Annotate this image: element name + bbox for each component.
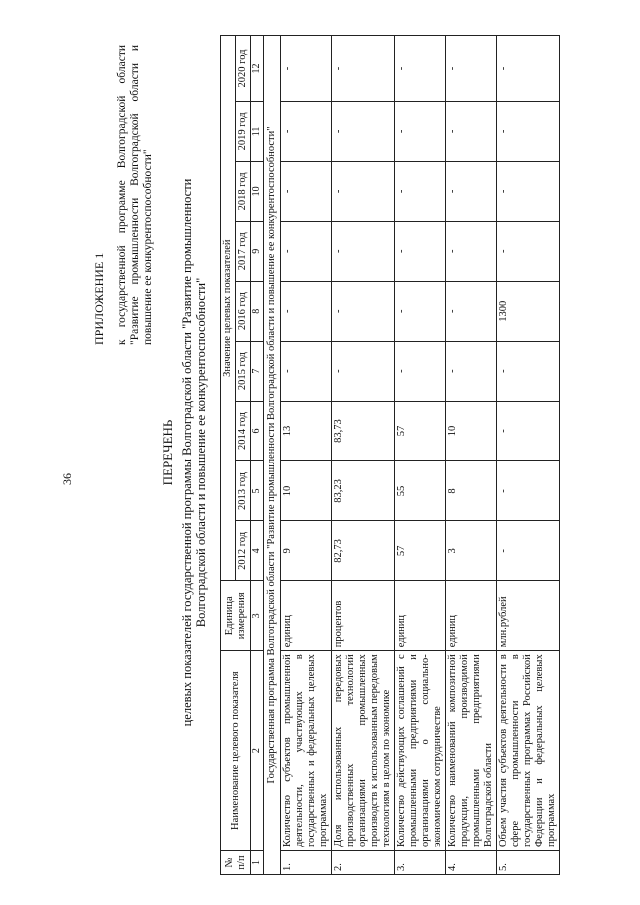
table-row [281, 36, 332, 875]
indicator-value: - [497, 36, 560, 102]
column-number: 11 [251, 101, 264, 161]
indicator-value: - [446, 101, 497, 161]
program-row [264, 36, 281, 875]
indicator-value: - [395, 341, 446, 401]
indicator-value: 8 [446, 461, 497, 521]
indicator-value: - [446, 36, 497, 102]
indicator-value: 1300 [497, 281, 560, 341]
list-title: ПЕРЕЧЕНЬ [160, 419, 175, 486]
header-year: 2018 год [236, 161, 251, 221]
indicator-value: 13 [281, 401, 332, 461]
indicator-value: - [281, 281, 332, 341]
row-number: 3. [395, 851, 446, 875]
indicator-name: Доля использованных передовых производственных технологий организациями промышленных производств к использованным передовым технологиям в целом по экономике [332, 651, 395, 851]
indicator-value: - [281, 341, 332, 401]
indicator-value: - [332, 161, 395, 221]
indicator-value: - [332, 101, 395, 161]
header-unit: Единица измерения [221, 581, 251, 651]
column-number: 4 [251, 521, 264, 581]
indicator-value: 9 [281, 521, 332, 581]
header-year: 2014 год [236, 401, 251, 461]
table-row [446, 36, 497, 875]
indicator-value: - [332, 281, 395, 341]
header-values-group: Значение целевых показателей [221, 36, 236, 581]
indicator-value: 57 [395, 401, 446, 461]
list-subtitle: целевых показателей государственной программы Волгоградской области "Развитие промышленности Волгоградской области и повышение ее конкурентоспособности" [180, 178, 208, 727]
indicator-value: - [281, 221, 332, 281]
appendix-title: ПРИЛОЖЕНИЕ 1 [92, 252, 106, 345]
table-row [332, 36, 395, 875]
indicator-value: - [446, 161, 497, 221]
column-number: 8 [251, 281, 264, 341]
indicator-value: - [497, 161, 560, 221]
indicator-value: - [395, 281, 446, 341]
header-year: 2015 год [236, 341, 251, 401]
indicator-value: - [281, 161, 332, 221]
row-number: 1. [281, 851, 332, 875]
column-number: 6 [251, 401, 264, 461]
table-row [497, 36, 560, 875]
column-number: 12 [251, 36, 264, 102]
indicator-name: Количество субъектов промышленной деятельности, участвующих в государственных и федеральных целевых программах [281, 651, 332, 851]
column-number: 5 [251, 461, 264, 521]
indicator-unit: млн.рублей [497, 581, 560, 651]
indicator-name: Объем участия субъектов деятельности в сфере промышленности в государственных программах Российской Федерации и федеральных целевых программах [497, 651, 560, 851]
indicator-unit: процентов [332, 581, 395, 651]
header-year: 2013 год [236, 461, 251, 521]
appendix-text: к государственной программе Волгоградской области "Развитие промышленности Волгоградской области и повышение ее конкурентоспособности" [116, 45, 154, 345]
header-year: 2020 год [236, 36, 251, 102]
indicator-value: - [332, 221, 395, 281]
program-row-text: Государственная программа Волгоградской области "Развитие промышленности Волгоградской области и повышение ее конкурентоспособности" [264, 36, 281, 875]
indicator-value: - [395, 36, 446, 102]
indicator-value: - [332, 341, 395, 401]
indicator-value: - [395, 221, 446, 281]
header-num: № п/п [221, 851, 251, 875]
indicator-value: 10 [281, 461, 332, 521]
indicator-value: - [497, 221, 560, 281]
row-number: 4. [446, 851, 497, 875]
column-number: 2 [251, 651, 264, 851]
indicator-value: 10 [446, 401, 497, 461]
indicator-value: - [395, 161, 446, 221]
indicator-value: 82,73 [332, 521, 395, 581]
indicator-name: Количество наименований композитной продукции, производимой промышленными предприятиями Волгоградской области [446, 651, 497, 851]
row-number: 5. [497, 851, 560, 875]
header-year: 2016 год [236, 281, 251, 341]
indicator-value: 57 [395, 521, 446, 581]
indicator-value: - [446, 221, 497, 281]
column-number: 7 [251, 341, 264, 401]
indicator-value: - [497, 461, 560, 521]
indicator-name: Количество действующих соглашений с промышленными предприятиями и организациями о социально-экономическом сотрудничестве [395, 651, 446, 851]
indicators-table [220, 35, 560, 875]
indicator-unit: единиц [446, 581, 497, 651]
table-row [395, 36, 446, 875]
column-number: 3 [251, 581, 264, 651]
header-name: Наименование целевого показателя [221, 651, 251, 851]
column-number: 9 [251, 221, 264, 281]
indicator-value: - [497, 341, 560, 401]
indicator-value: - [281, 36, 332, 102]
row-number: 2. [332, 851, 395, 875]
indicator-value: 55 [395, 461, 446, 521]
indicator-value: - [332, 36, 395, 102]
indicator-value: 83,73 [332, 401, 395, 461]
indicator-value: - [497, 101, 560, 161]
column-number: 10 [251, 161, 264, 221]
table-body [264, 36, 560, 875]
indicator-value: - [281, 101, 332, 161]
page-number: 36 [60, 473, 74, 485]
header-year: 2012 год [236, 521, 251, 581]
header-year: 2017 год [236, 221, 251, 281]
column-numbers-row [251, 36, 264, 875]
indicator-value: - [497, 401, 560, 461]
indicator-value: - [446, 341, 497, 401]
header-year: 2019 год [236, 101, 251, 161]
indicator-value: 3 [446, 521, 497, 581]
indicator-value: 83,23 [332, 461, 395, 521]
column-number: 1 [251, 851, 264, 875]
indicator-unit: единиц [395, 581, 446, 651]
header-row-1 [221, 36, 236, 875]
indicator-unit: единиц [281, 581, 332, 651]
indicator-value: - [497, 521, 560, 581]
indicator-value: - [395, 101, 446, 161]
indicator-value: - [446, 281, 497, 341]
